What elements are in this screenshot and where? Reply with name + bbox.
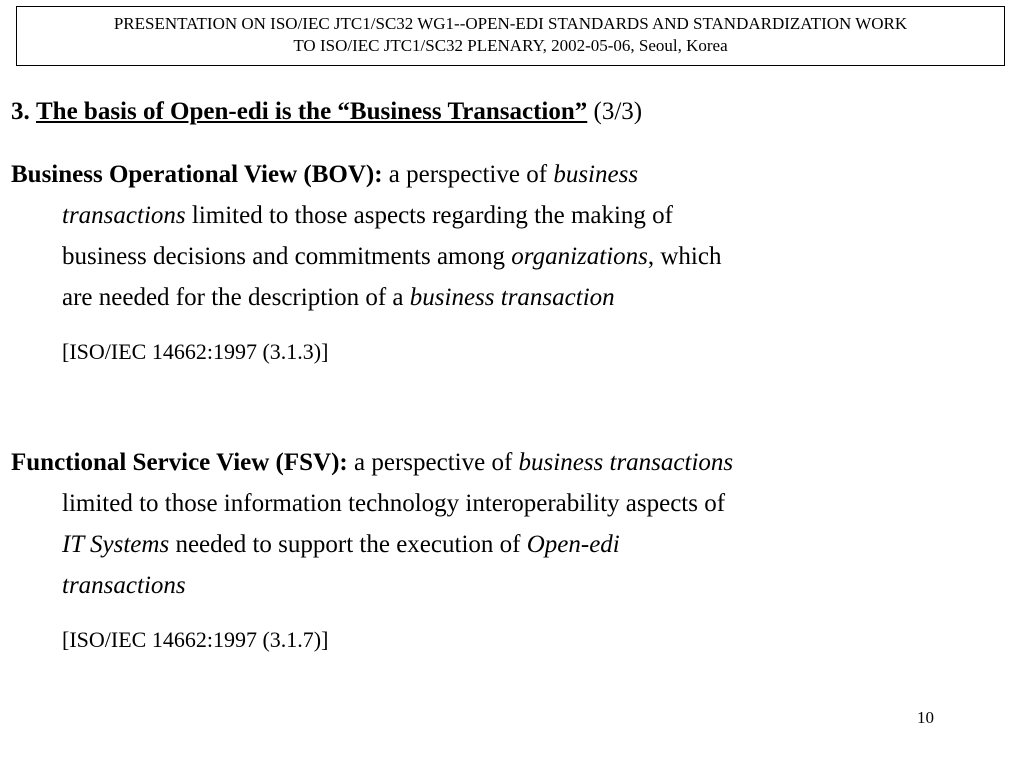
page-number: 10 <box>917 708 934 727</box>
bov-line-2 <box>11 195 991 236</box>
fsv-reference: [ISO/IEC 14662:1997 (3.1.7)] <box>62 627 329 652</box>
fsv-definition <box>11 442 991 606</box>
fsv-line-4 <box>11 565 991 606</box>
bov-text-2: limited to those aspects regarding the making of <box>191 202 674 229</box>
bov-em-3: organizations <box>511 243 648 270</box>
bov-text-4: are needed for the description of a <box>62 284 404 311</box>
fsv-em-3b: Open-edi <box>526 531 620 558</box>
bov-line-4 <box>11 277 991 318</box>
bov-term: Business Operational View (BOV): <box>11 161 383 188</box>
header-line-1: PRESENTATION ON ISO/IEC JTC1/SC32 WG1--OPEN-EDI STANDARDS AND STANDARDIZATION WORK <box>113 14 908 33</box>
bov-em-1: business <box>553 161 639 188</box>
presentation-header <box>16 6 1005 66</box>
fsv-text-3: needed to support the execution of <box>175 531 521 558</box>
section-title: The basis of Open-edi is the “Business Transaction” <box>36 98 588 125</box>
bov-em-4: business transaction <box>409 284 615 311</box>
fsv-em-3: IT Systems <box>62 531 170 558</box>
bov-definition <box>11 154 991 318</box>
bov-reference: [ISO/IEC 14662:1997 (3.1.3)] <box>62 339 329 364</box>
bov-text-3: business decisions and commitments among <box>62 243 506 270</box>
fsv-line-2 <box>11 483 991 524</box>
bov-tail-3: , which <box>647 243 722 270</box>
bov-line-1 <box>11 154 991 195</box>
fsv-text-2: limited to those information technology interoperability aspects of <box>62 490 726 517</box>
bov-line-3 <box>11 236 991 277</box>
fsv-text-1: a perspective of <box>354 449 513 476</box>
section-part: (3/3) <box>593 98 643 125</box>
bov-text-1: a perspective of <box>388 161 548 188</box>
fsv-line-3 <box>11 524 991 565</box>
fsv-term: Functional Service View (FSV): <box>11 449 348 476</box>
section-number: 3. <box>11 98 30 125</box>
fsv-line-1 <box>11 442 991 483</box>
fsv-em-1: business transactions <box>518 449 734 476</box>
header-line-2: TO ISO/IEC JTC1/SC32 PLENARY, 2002-05-06, Seoul, Korea <box>293 36 728 55</box>
bov-em-2: transactions <box>62 202 186 229</box>
slide-title <box>11 95 642 129</box>
fsv-em-4: transactions <box>62 572 186 599</box>
